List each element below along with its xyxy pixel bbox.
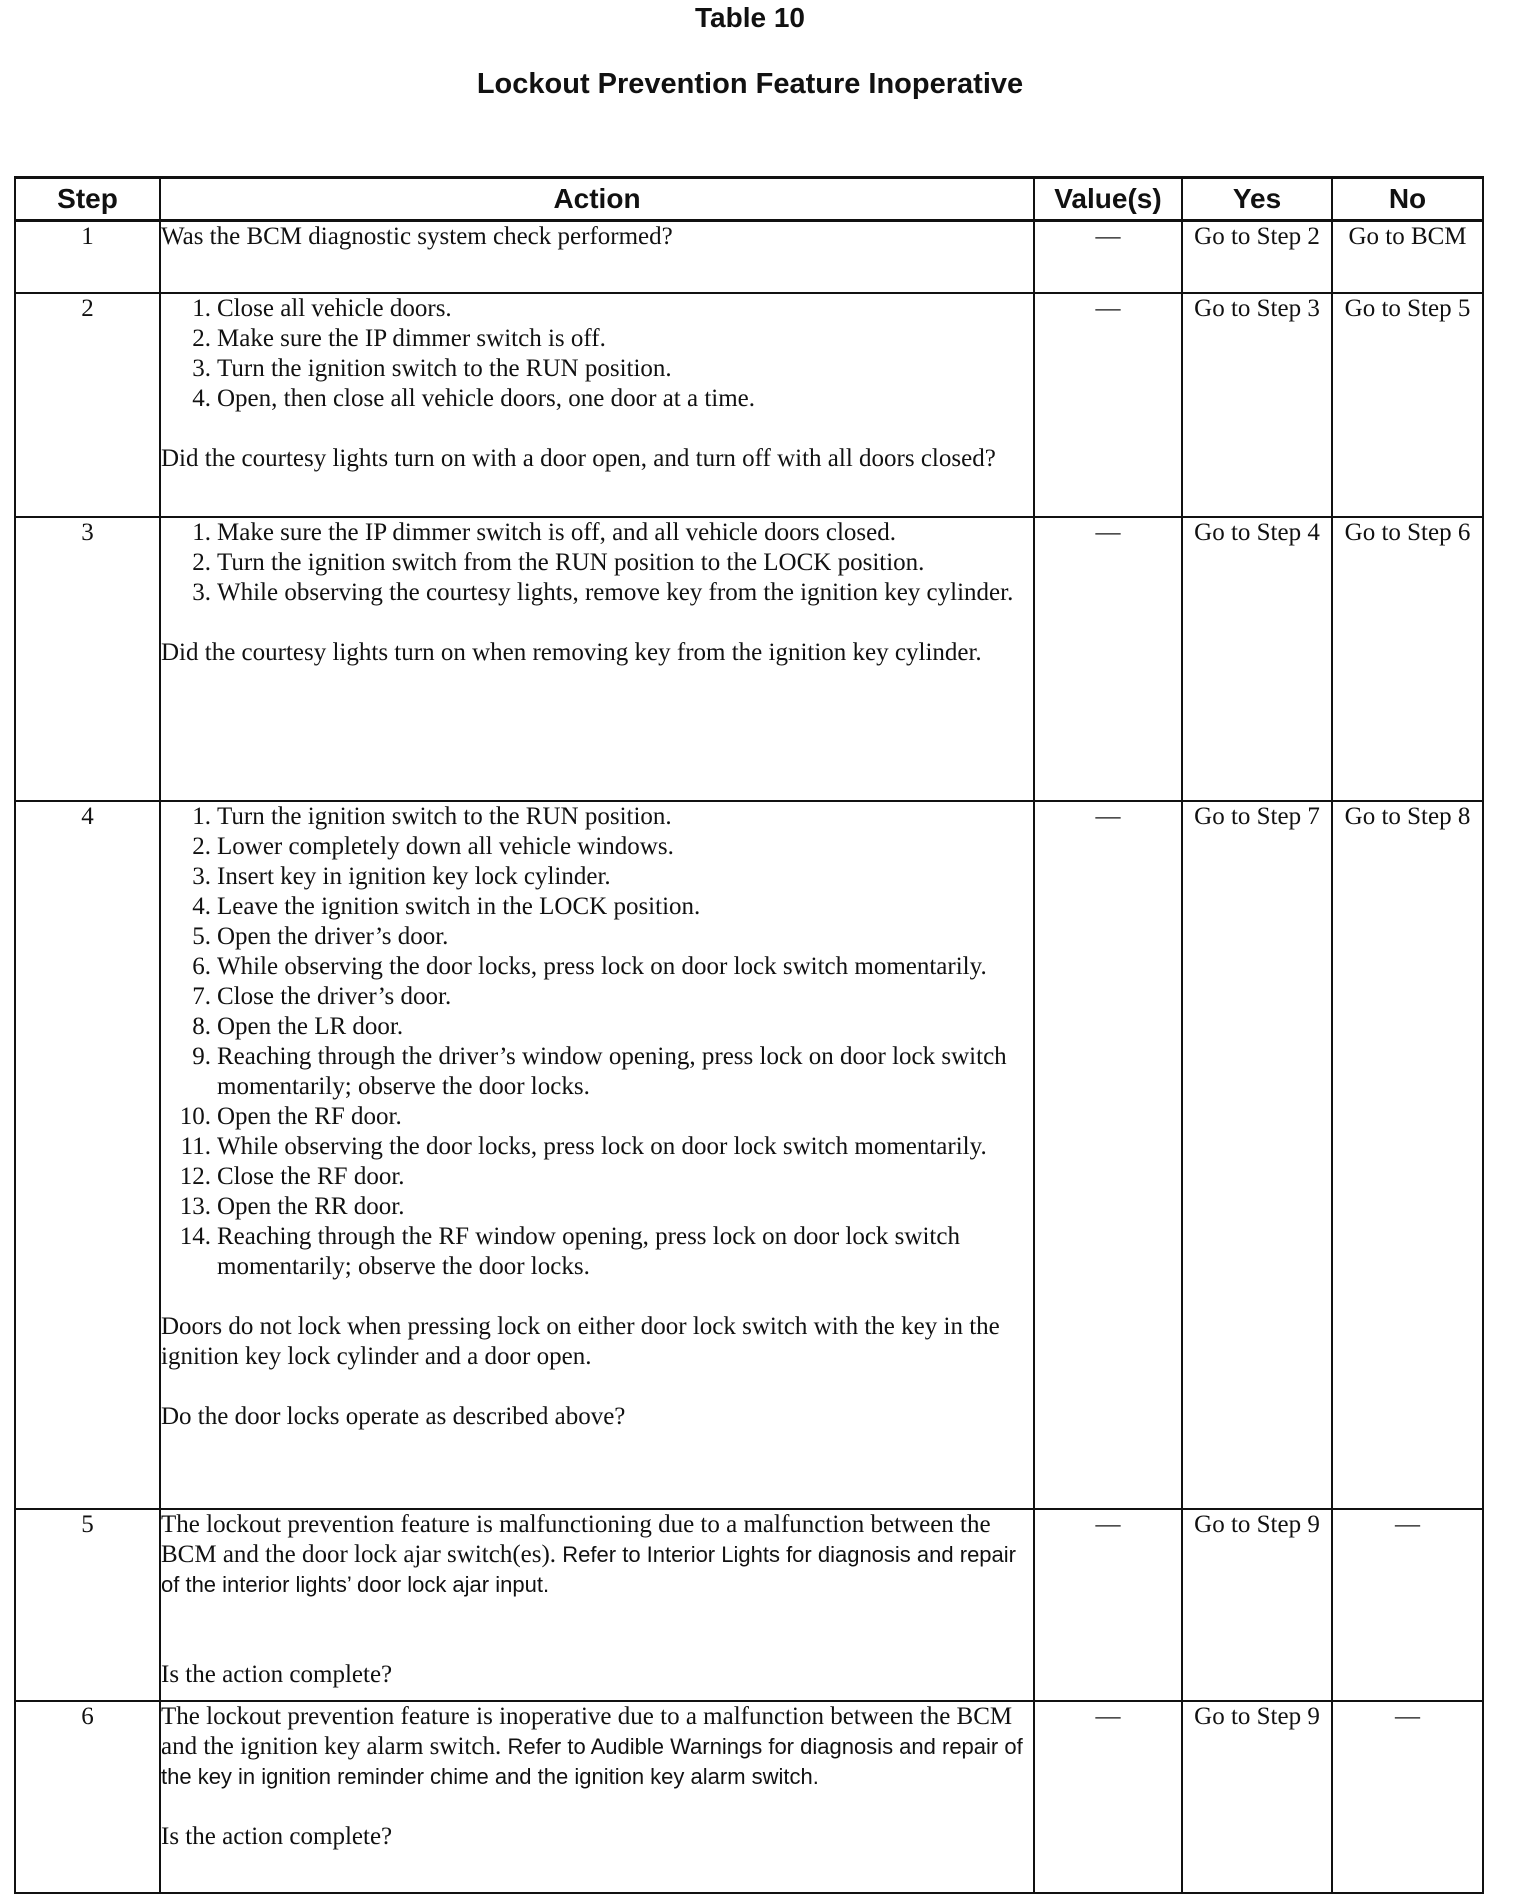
header-yes: Yes xyxy=(1182,178,1332,221)
value-cell: — xyxy=(1034,1701,1182,1893)
action-cell xyxy=(160,801,1034,1509)
header-step: Step xyxy=(15,178,160,221)
list-item: 6. While observing the door locks, press lock on door lock switch momentarily. xyxy=(192,952,987,980)
note: Doors do not lock when pressing lock on either door lock switch with the key in the ignition key lock cylinder and a door open. xyxy=(161,1312,1000,1370)
list-item: 3. While observing the courtesy lights, remove key from the ignition key cylinder. xyxy=(192,578,1014,606)
table-row xyxy=(15,801,1483,1509)
list-item: 3. Turn the ignition switch to the RUN position. xyxy=(192,354,672,382)
value-cell: — xyxy=(1034,221,1182,293)
header-no: No xyxy=(1332,178,1483,221)
yes-cell: Go to Step 2 xyxy=(1182,221,1332,293)
action-cell xyxy=(160,1701,1034,1893)
list-item: 14. Reaching through the RF window opening, press lock on door lock switch momentarily; observe the door locks. xyxy=(179,1222,960,1280)
list-item: 2. Lower completely down all vehicle windows. xyxy=(192,832,674,860)
header-action: Action xyxy=(160,178,1034,221)
step-number: 3 xyxy=(15,517,160,801)
value-cell: — xyxy=(1034,1509,1182,1701)
question: Was the BCM diagnostic system check performed? xyxy=(161,223,673,250)
action-cell xyxy=(160,293,1034,517)
list-item: 4. Leave the ignition switch in the LOCK position. xyxy=(192,892,701,920)
step-number: 6 xyxy=(15,1701,160,1893)
action-cell xyxy=(160,221,1034,293)
table-number: Table 10 xyxy=(695,2,805,33)
no-cell: Go to BCM xyxy=(1332,221,1483,293)
action-description: The lockout prevention feature is malfunctioning due to a malfunction between the BCM and the door lock ajar switch(es). Refer to Interior Lights for diagnosis and repair of the interior lights’ door lock ajar input. xyxy=(161,1510,1016,1597)
header-row xyxy=(15,178,1483,221)
list-item: 2. Turn the ignition switch from the RUN position to the LOCK position. xyxy=(192,548,925,576)
action-description: The lockout prevention feature is inoperative due to a malfunction between the BCM and the ignition key alarm switch. Refer to Audible Warnings for diagnosis and repair of the key in ignition reminder chime and the ignition key alarm switch. xyxy=(161,1702,1023,1789)
question: Do the door locks operate as described above? xyxy=(161,1402,626,1430)
list-item: 5. Open the driver’s door. xyxy=(192,922,449,950)
yes-cell: Go to Step 3 xyxy=(1182,293,1332,517)
yes-cell: Go to Step 4 xyxy=(1182,517,1332,801)
question: Is the action complete? xyxy=(161,1660,393,1688)
no-cell: Go to Step 6 xyxy=(1332,517,1483,801)
table-row xyxy=(15,517,1483,801)
diagnostic-table xyxy=(14,176,1484,1894)
no-cell: Go to Step 8 xyxy=(1332,801,1483,1509)
substep-list xyxy=(161,802,1033,1282)
list-item: 13. Open the RR door. xyxy=(179,1192,405,1220)
table-row xyxy=(15,1701,1483,1893)
list-item: 1. Turn the ignition switch to the RUN position. xyxy=(192,802,672,830)
list-item: 1. Close all vehicle doors. xyxy=(192,294,452,322)
question: Is the action complete? xyxy=(161,1822,393,1850)
table-row xyxy=(15,1509,1483,1701)
table-row xyxy=(15,293,1483,517)
list-item: 11. While observing the door locks, press lock on door lock switch momentarily. xyxy=(180,1132,987,1160)
yes-cell: Go to Step 9 xyxy=(1182,1701,1332,1893)
list-item: 10. Open the RF door. xyxy=(179,1102,402,1130)
list-item: 4. Open, then close all vehicle doors, one door at a time. xyxy=(192,384,756,412)
yes-cell: Go to Step 9 xyxy=(1182,1509,1332,1701)
list-item: 3. Insert key in ignition key lock cylinder. xyxy=(192,862,611,890)
list-item: 2. Make sure the IP dimmer switch is off. xyxy=(192,324,606,352)
step-number: 5 xyxy=(15,1509,160,1701)
table-row xyxy=(15,221,1483,293)
value-cell: — xyxy=(1034,517,1182,801)
table-title: Lockout Prevention Feature Inoperative xyxy=(476,68,1024,100)
step-number: 2 xyxy=(15,293,160,517)
list-item: 7. Close the driver’s door. xyxy=(192,982,452,1010)
action-cell xyxy=(160,517,1034,801)
list-item: 1. Make sure the IP dimmer switch is off, and all vehicle doors closed. xyxy=(192,518,897,546)
no-cell: — xyxy=(1332,1509,1483,1701)
list-item: 12. Close the RF door. xyxy=(179,1162,405,1190)
list-item: 9. Reaching through the driver’s window opening, press lock on door lock switch momentarily; observe the door locks. xyxy=(192,1042,1007,1100)
step-number: 1 xyxy=(15,221,160,293)
question: Did the courtesy lights turn on with a door open, and turn off with all doors closed? xyxy=(161,444,996,472)
list-item: 8. Open the LR door. xyxy=(192,1012,404,1040)
value-cell: — xyxy=(1034,293,1182,517)
no-cell: Go to Step 5 xyxy=(1332,293,1483,517)
question: Did the courtesy lights turn on when removing key from the ignition key cylinder. xyxy=(161,638,982,666)
substep-list xyxy=(161,294,1033,414)
no-cell: — xyxy=(1332,1701,1483,1893)
yes-cell: Go to Step 7 xyxy=(1182,801,1332,1509)
value-cell: — xyxy=(1034,801,1182,1509)
substep-list xyxy=(161,518,1033,608)
action-cell xyxy=(160,1509,1034,1701)
header-values: Value(s) xyxy=(1034,178,1182,221)
step-number: 4 xyxy=(15,801,160,1509)
